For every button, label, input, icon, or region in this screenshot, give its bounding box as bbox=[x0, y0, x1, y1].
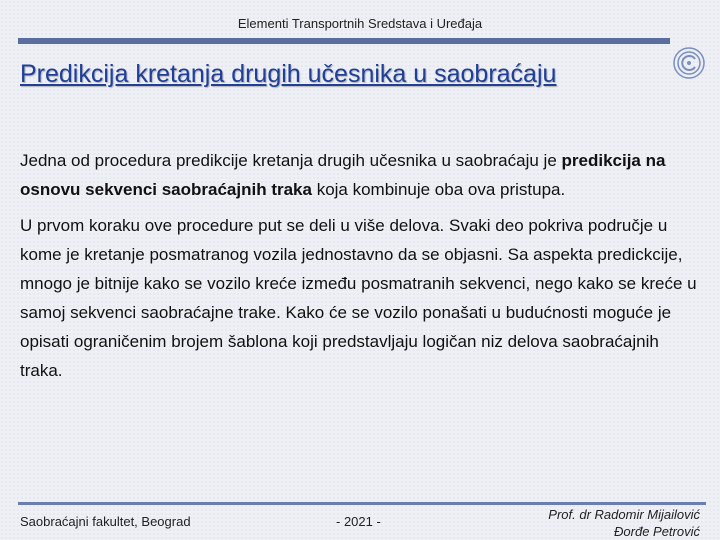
paragraph-1-text-b: koja kombinuje oba ova pristupa. bbox=[311, 180, 566, 199]
footer-institution: Saobraćajni fakultet, Beograd bbox=[20, 514, 191, 529]
footer-author-2: Đorđe Petrović bbox=[614, 524, 700, 539]
header-title: Elementi Transportnih Sredstava i Uređaja bbox=[237, 16, 483, 31]
footer-authors bbox=[548, 506, 700, 540]
header-divider bbox=[18, 38, 670, 44]
paragraph-2: U prvom koraku ove procedure put se deli u više delova. Svaki deo pokriva područje u kome je kretanje posmatranog vozila jednostavno da se objasni. Sa aspekta predickcije, mnogo je bitnije kako se vozilo kreće između posmatranih sekvenci, nego kako se kreće u samoj sekvenci saobraćajne trake. Kako će se vozilo ponašati u budućnosti moguće je opisati ograničenim brojem šablona koji predstavljaju logičan niz delova saobraćajnih traka. bbox=[20, 216, 697, 380]
footer-divider bbox=[18, 502, 706, 505]
footer-author-1: Prof. dr Radomir Mijailović bbox=[548, 507, 700, 522]
paragraph-1 bbox=[20, 146, 700, 204]
slide-title: Predikcija kretanja drugih učesnika u saobraćaju bbox=[20, 60, 557, 88]
slide-body bbox=[20, 146, 700, 392]
footer-year: - 2021 - bbox=[336, 514, 381, 529]
paragraph-1-bold: predikcija na osnovu sekvenci saobraćajnih traka bbox=[20, 151, 666, 199]
paragraph-1-text-a: Jedna od procedura predikcije kretanja drugih učesnika u saobraćaju je bbox=[20, 151, 562, 170]
